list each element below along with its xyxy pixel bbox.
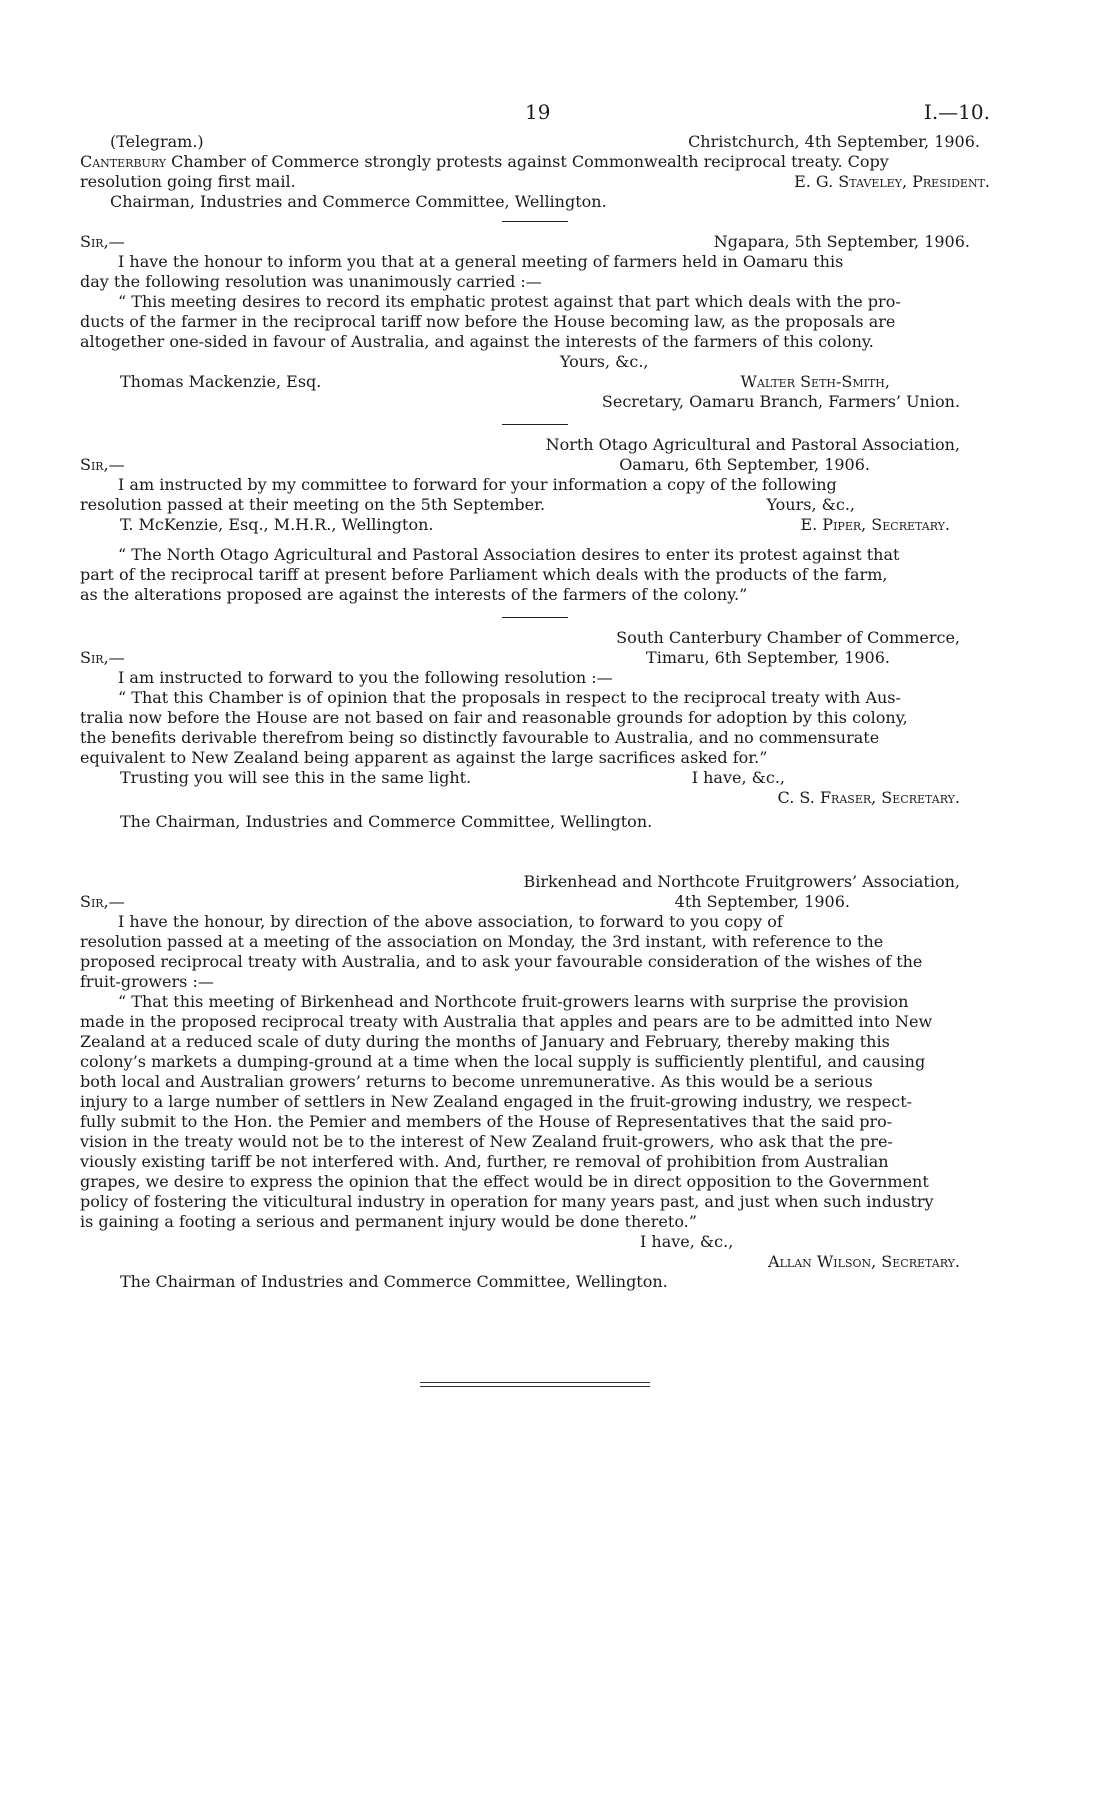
quote-line: vision in the treaty would not be to the interest of New Zealand fruit-growers, who ask that the pre- (80, 1132, 893, 1151)
quote-line: tralia now before the House are not based on fair and reasonable grounds for adoption by this colony, (80, 708, 908, 727)
quote-line: grapes, we desire to express the opinion that the effect would be in direct opposition to the Government (80, 1172, 929, 1191)
place-date: Timaru, 6th September, 1906. (646, 648, 890, 667)
quote-line: both local and Australian growers’ returns to become unremunerative. As this would be a serious (80, 1072, 873, 1091)
body-line: resolution going first mail. (80, 172, 296, 191)
place-date: Oamaru, 6th September, 1906. (619, 455, 870, 474)
letter-ngapara (80, 232, 990, 412)
place-date: Ngapara, 5th September, 1906. (713, 232, 970, 251)
letter-birkenhead (80, 872, 990, 1292)
quote-line: “ That this meeting of Birkenhead and Northcote fruit-growers learns with surprise the provision (118, 992, 909, 1011)
salutation: Sir,— (80, 455, 125, 474)
quote-line: viously existing tariff be not interfered with. And, further, re removal of prohibition from Australian (80, 1152, 889, 1171)
quote-line: “ This meeting desires to record its emphatic protest against that part which deals with the pro- (118, 292, 901, 311)
quote-line: made in the proposed reciprocal treaty with Australia that apples and pears are to be admitted into New (80, 1012, 933, 1031)
addressee: Thomas Mackenzie, Esq. (120, 372, 322, 391)
quote-line: ducts of the farmer in the reciprocal tariff now before the House becoming law, as the proposals are (80, 312, 896, 331)
trusting-line: Trusting you will see this in the same light. (120, 768, 472, 787)
quote-line: “ That this Chamber is of opinion that the proposals in respect to the reciprocal treaty with Aus- (118, 688, 901, 707)
body-line: resolution passed at a meeting of the association on Monday, the 3rd instant, with reference to the (80, 932, 884, 951)
signature: Walter Seth-Smith, (740, 372, 890, 391)
page-number: 19 (525, 100, 551, 124)
quote-line: injury to a large number of settlers in New Zealand engaged in the fruit-growing industry, we respect- (80, 1092, 913, 1111)
body-line: fruit-growers :— (80, 972, 214, 991)
quote-line: “ The North Otago Agricultural and Pastoral Association desires to enter its protest against that (118, 545, 900, 564)
quote-line: the benefits derivable therefrom being so distinctly favourable to Australia, and no commensurate (80, 728, 880, 747)
salutation: Sir,— (80, 232, 125, 251)
divider (502, 617, 568, 618)
organisation: South Canterbury Chamber of Commerce, (616, 628, 960, 647)
signature: E. Piper, Secretary. (800, 515, 950, 534)
salutation: Sir,— (80, 648, 125, 667)
letter-north-otago (80, 435, 990, 605)
quote-line: altogether one-sided in favour of Australia, and against the interests of the farmers of this colony. (80, 332, 874, 351)
signer-title: Secretary, Oamaru Branch, Farmers’ Union. (601, 392, 960, 411)
place-date: Christchurch, 4th September, 1906. (688, 132, 980, 151)
series-number: I.—10. (923, 100, 990, 124)
end-rule (420, 1382, 650, 1387)
quote-line: policy of fostering the viticultural industry in operation for many years past, and just when such industry (80, 1192, 934, 1211)
quote-line: colony’s markets a dumping-ground at a time when the local supply is sufficiently plentiful, and causing (80, 1052, 926, 1071)
body-line: proposed reciprocal treaty with Australia, and to ask your favourable consideration of the wishes of the (80, 952, 923, 971)
salutation: Sir,— (80, 892, 125, 911)
addressee: The Chairman, Industries and Commerce Committee, Wellington. (120, 812, 653, 831)
closing: I have, &c., (640, 1232, 734, 1251)
body-line: I have the honour, by direction of the above association, to forward to you copy of (118, 912, 783, 931)
body-line: I am instructed by my committee to forward for your information a copy of the following (118, 475, 837, 494)
divider (502, 424, 568, 425)
body-line: I have the honour to inform you that at a general meeting of farmers held in Oamaru this (118, 252, 844, 271)
signature: E. G. Staveley, President. (794, 172, 990, 191)
organisation: Birkenhead and Northcote Fruitgrowers’ Association, (523, 872, 960, 891)
signature: Allan Wilson, Secretary. (768, 1252, 960, 1271)
addressee: Chairman, Industries and Commerce Committee, Wellington. (110, 192, 607, 211)
quote-line: part of the reciprocal tariff at present before Parliament which deals with the products of the farm, (80, 565, 888, 584)
letter-south-canterbury (80, 628, 990, 832)
quote-line: Zealand at a reduced scale of duty during the months of January and February, thereby making this (80, 1032, 890, 1051)
closing: Yours, &c., (766, 495, 855, 514)
quote-line: is gaining a footing a serious and permanent injury would be done thereto.” (80, 1212, 697, 1231)
closing: Yours, &c., (560, 352, 649, 371)
signature: C. S. Fraser, Secretary. (777, 788, 960, 807)
body-line: I am instructed to forward to you the following resolution :— (118, 668, 613, 687)
quote-line: as the alterations proposed are against the interests of the farmers of the colony.” (80, 585, 748, 604)
divider (502, 221, 568, 222)
quote-line: equivalent to New Zealand being apparent as against the large sacrifices asked for.” (80, 748, 768, 767)
document-page (80, 92, 990, 1782)
quote-line: fully submit to the Hon. the Pemier and members of the House of Representatives that the said pro- (80, 1112, 893, 1131)
body-line: Canterbury Chamber of Commerce strongly protests against Commonwealth reciprocal treaty. Copy (80, 152, 889, 171)
letter-telegram (80, 132, 990, 212)
addressee: T. McKenzie, Esq., M.H.R., Wellington. (120, 515, 434, 534)
addressee: The Chairman of Industries and Commerce Committee, Wellington. (120, 1272, 668, 1291)
telegram-label: (Telegram.) (110, 132, 204, 151)
closing: I have, &c., (691, 768, 785, 787)
page-header (80, 92, 990, 132)
body-line: resolution passed at their meeting on the 5th September. (80, 495, 546, 514)
organisation: North Otago Agricultural and Pastoral Association, (545, 435, 960, 454)
date: 4th September, 1906. (674, 892, 850, 911)
body-line: day the following resolution was unanimously carried :— (80, 272, 542, 291)
